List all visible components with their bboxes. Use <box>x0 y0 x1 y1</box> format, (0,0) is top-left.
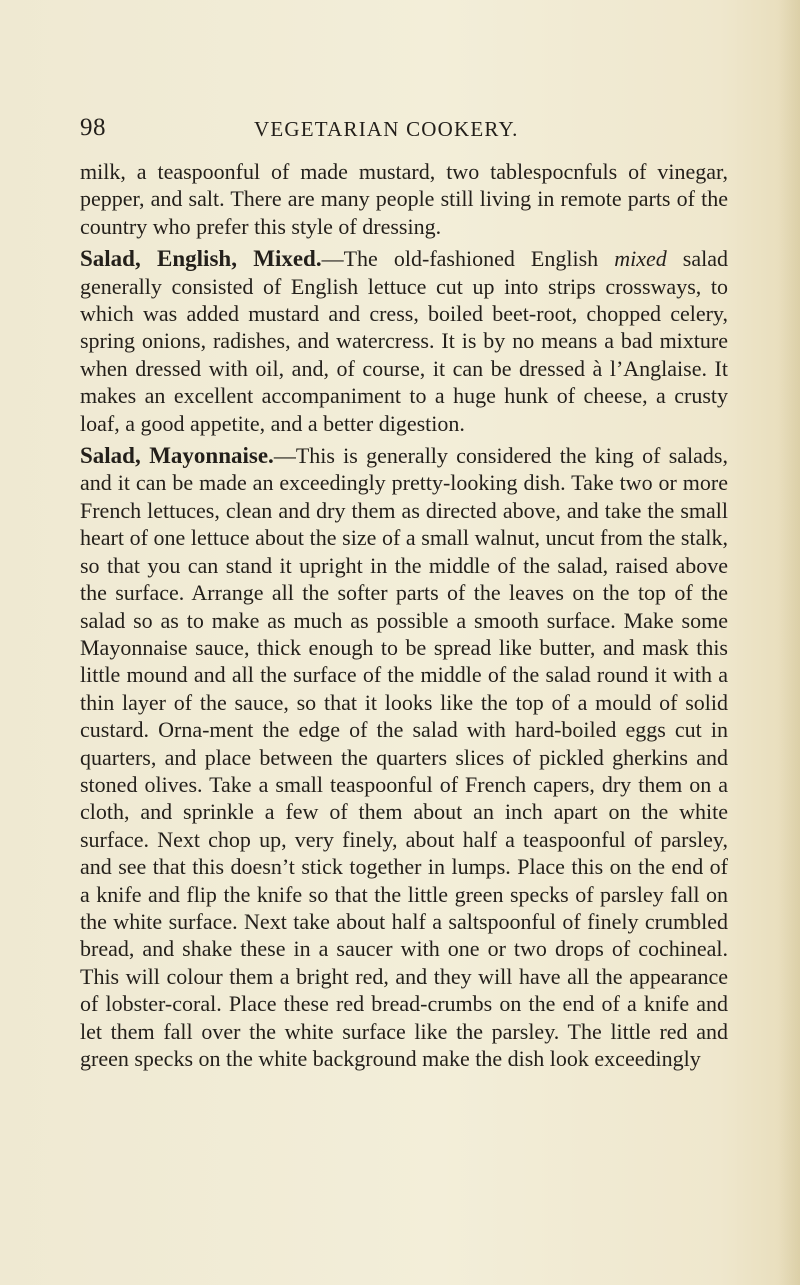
paragraph-salad-english-mixed <box>80 245 728 437</box>
paragraph-text: salad generally consisted of English lettuce cut up into strips crossways, to which was added mustard and cress, boiled beet-root, chopped celery, spring onions, radishes, and watercress. It is by no means a bad mixture when dressed with oil, and, of course, it can be dressed à l’Anglaise. It makes an excellent accompaniment to a huge hunk of cheese, a crusty loaf, a good appetite, and a better digestion. <box>80 246 728 436</box>
entry-heading: Salad, Mayonnaise. <box>80 443 274 469</box>
running-title: VEGETARIAN COOKERY. <box>254 117 519 141</box>
paragraph-text: milk, a teaspoonful of made mustard, two tablespocnfuls of vinegar, pepper, and salt. There are many people still living in remote parts of the country who prefer this style of dressing. <box>80 159 728 239</box>
page-edge-shading <box>778 0 800 1285</box>
italic-word: mixed <box>614 246 667 272</box>
paragraph-salad-mayonnaise <box>80 442 728 1072</box>
paragraph-text: —The old-fashioned English <box>321 246 615 272</box>
body-text <box>80 158 728 1072</box>
entry-heading: Salad, English, Mixed. <box>80 246 322 272</box>
page-header <box>80 114 730 154</box>
paragraph-continuation <box>80 158 728 240</box>
page-number: 98 <box>80 114 106 141</box>
paragraph-text: —This is generally considered the king of salads, and it can be made an exceedingly pretty-looking dish. Take two or more French lettuces, clean and dry them as directed above, and take the small heart of one lettuce about the size of a small walnut, uncut from the stalk, so that you can stand it upright in the middle of the salad, raised above the surface. Arrange all the softer parts of the leaves on the top of the salad so as to make as much as possible a smooth surface. Make some Mayonnaise sauce, thick enough to be spread like butter, and mask this little mound and all the surface of the middle of the salad round it with a thin layer of the sauce, so that it looks like the top of a mould of solid custard. Orna-ment the edge of the salad with hard-boiled eggs cut in quarters, and place between the quarters slices of pickled gherkins and stoned olives. Take a small teaspoonful of French capers, dry them on a cloth, and sprinkle a few of them about an inch apart on the white surface. Next chop up, very finely, about half a teaspoonful of parsley, and see that this doesn’t stick together in lumps. Place this on the end of a knife and flip the knife so that the little green specks of parsley fall on the white surface. Next take about half a saltspoonful of finely crumbled bread, and shake these in a saucer with one or two drops of cochineal. This will colour them a bright red, and they will have all the appearance of lobster-coral. Place these red bread-crumbs on the end of a knife and let them fall over the white surface like the parsley. The little red and green specks on the white background make the dish look exceedingly <box>80 443 728 1071</box>
